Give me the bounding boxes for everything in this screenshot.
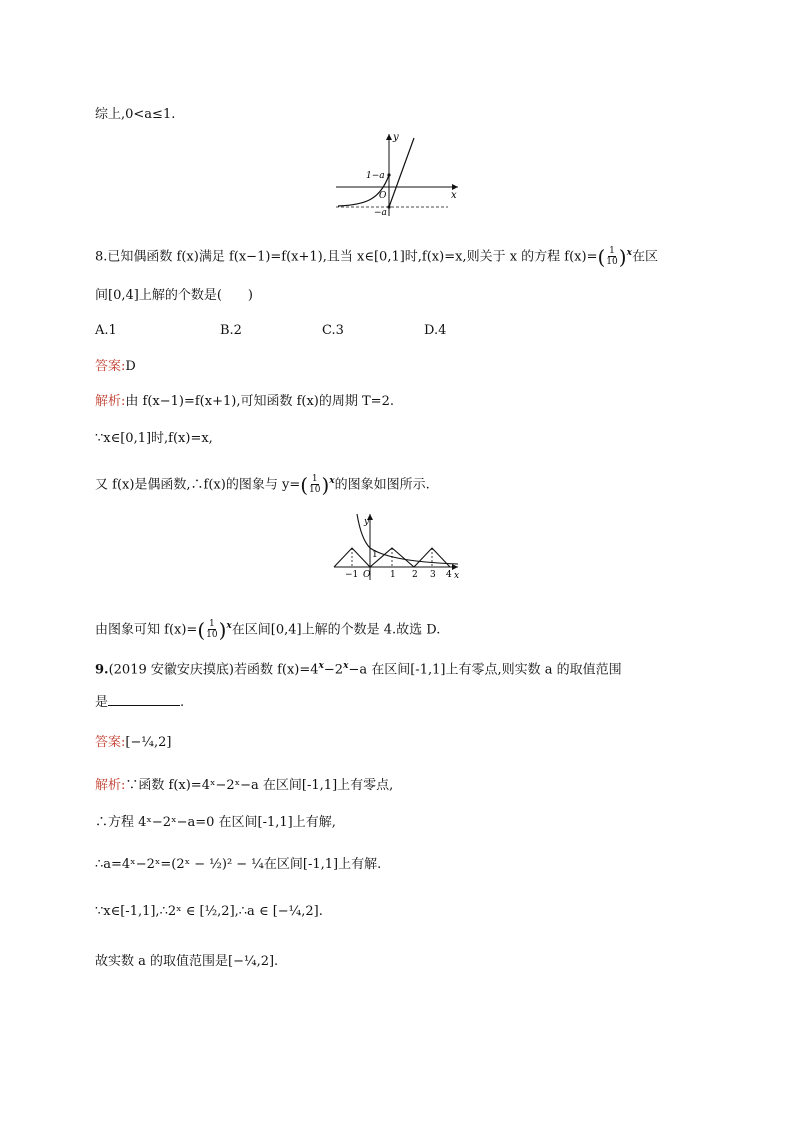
q8-option-b: B.2 bbox=[220, 323, 242, 338]
graph1-y-label: y bbox=[393, 132, 399, 143]
q8-analysis-line1 bbox=[95, 393, 394, 411]
q9-exponent-1: x bbox=[318, 661, 324, 671]
graph2-origin-label: O bbox=[363, 570, 371, 580]
q8-number: 8. bbox=[95, 249, 108, 265]
graph2-xtick: 4 bbox=[446, 570, 452, 580]
q8-analysis-text1: 由 f(x−1)=f(x+1),可知函数 f(x)的周期 T=2. bbox=[125, 394, 394, 409]
q9-stem-line2-text: 是 bbox=[95, 695, 109, 710]
q8-analysis-line3: 又 f(x)是偶函数,∴f(x)的图象与 y=( $\frac{1}{10}$ )$^x$的图象如图所示. bbox=[95, 472, 430, 497]
q9-analysis-line3: ∴a=4ˣ−2ˣ=(2ˣ − ½)² − ¼在区间[-1,1]上有解. bbox=[95, 857, 382, 872]
q9-stem-line2 bbox=[95, 693, 184, 712]
q8-analysis-text3a: 又 f(x)是偶函数,∴f(x)的图象与 y= bbox=[95, 477, 301, 493]
graph2-y-label: y bbox=[364, 517, 370, 527]
graph2-xtick: −1 bbox=[345, 570, 359, 580]
q8-option-d: D.4 bbox=[424, 323, 447, 338]
intro-conclusion: 综上,0<a≤1. bbox=[95, 107, 176, 122]
q8-analysis-text4b: 在区间[0,4]上解的个数是 4.故选 D. bbox=[231, 622, 441, 638]
graph1-x-label: x bbox=[451, 190, 457, 201]
q8-option-a: A.1 bbox=[95, 323, 117, 338]
q8-answer-line bbox=[95, 358, 136, 376]
q8-analysis-text3b: 的图象如图所示. bbox=[334, 477, 430, 493]
q9-analysis-line4: ∵x∈[-1,1],∴2ˣ ∈ [½,2],∴a ∈ [−¼,2]. bbox=[95, 904, 323, 919]
q8-analysis-line2: ∵x∈[0,1]时,f(x)=x, bbox=[95, 431, 213, 446]
q8-stem-part2: 在区 bbox=[631, 249, 658, 265]
q8-analysis-line4: 由图象可知 f(x)=( $\frac{1}{10}$ )$^x$在区间[0,4]上解的个数是 4.故选 D. bbox=[95, 617, 441, 642]
q8-stem-part1: 已知偶函数 f(x)满足 f(x−1)=f(x+1),且当 x∈[0,1]时,f(x)=x,则关于 x 的方程 f(x)= bbox=[107, 249, 598, 265]
q8-option-c: C.3 bbox=[322, 323, 344, 338]
q8-analysis-label: 解析: bbox=[95, 394, 126, 409]
q9-answer: [−¼,2] bbox=[125, 735, 172, 750]
q9-exponent-2: x bbox=[343, 661, 349, 671]
q9-analysis-label: 解析: bbox=[95, 778, 126, 793]
graph1-neg-a-label: −a bbox=[374, 208, 387, 218]
q8-stem-line2: 间[0,4]上解的个数是( ) bbox=[95, 288, 253, 303]
q9-analysis-line2: ∴方程 4ˣ−2ˣ−a=0 在区间[-1,1]上有解, bbox=[95, 815, 336, 830]
q8-analysis3-fraction: $\frac{1}{10}$ bbox=[309, 474, 321, 496]
q9-answer-line bbox=[95, 734, 171, 752]
q8-answer-label: 答案: bbox=[95, 359, 126, 374]
q9-conclusion: 故实数 a 的取值范围是[−¼,2]. bbox=[95, 954, 279, 969]
q8-analysis-text4a: 由图象可知 f(x)= bbox=[95, 622, 198, 638]
q8-fraction-denominator: 10 bbox=[606, 257, 618, 268]
q9-number: 9. bbox=[95, 662, 109, 678]
q8-exponent: x bbox=[626, 248, 632, 258]
graph2-xtick: 1 bbox=[390, 570, 396, 580]
graph1-origin-label: O bbox=[379, 191, 387, 201]
q8-analysis4-fraction: $\frac{1}{10}$ bbox=[206, 619, 218, 641]
graph2-one-tick: 1 bbox=[372, 550, 378, 560]
q8-stem-line1: 8.已知偶函数 f(x)满足 f(x−1)=f(x+1),且当 x∈[0,1]时,f(x)=x,则关于 x 的方程 f(x)=( $\frac{1}{10}$ )$^x$在区 bbox=[95, 244, 658, 269]
q9-analysis-text1: ∵函数 f(x)=4ˣ−2ˣ−a 在区间[-1,1]上有零点, bbox=[125, 778, 394, 793]
q8-answer: D bbox=[125, 359, 136, 374]
graph-exponential-figure bbox=[330, 128, 465, 218]
q9-analysis-line1 bbox=[95, 777, 393, 795]
q9-stem-part2: −2 bbox=[323, 662, 344, 678]
q8-fraction bbox=[606, 246, 617, 267]
graph2-xtick: 3 bbox=[430, 570, 436, 580]
q9-answer-blank bbox=[108, 693, 180, 706]
q9-stem-line1 bbox=[95, 657, 622, 679]
q9-stem-part1: (2019 安徽安庆摸底)若函数 f(x)=4 bbox=[108, 662, 319, 678]
graph2-xtick: 2 bbox=[412, 570, 418, 580]
q8-fraction-numerator: 1 bbox=[609, 246, 615, 257]
q9-stem-end: . bbox=[180, 695, 185, 710]
graph-periodic-figure bbox=[330, 510, 465, 585]
graph2-x-label: x bbox=[454, 571, 460, 581]
q9-answer-label: 答案: bbox=[95, 735, 126, 750]
graph1-one-minus-a-label: 1−a bbox=[366, 171, 385, 181]
q9-stem-part3: −a 在区间[-1,1]上有零点,则实数 a 的取值范围 bbox=[348, 662, 622, 678]
